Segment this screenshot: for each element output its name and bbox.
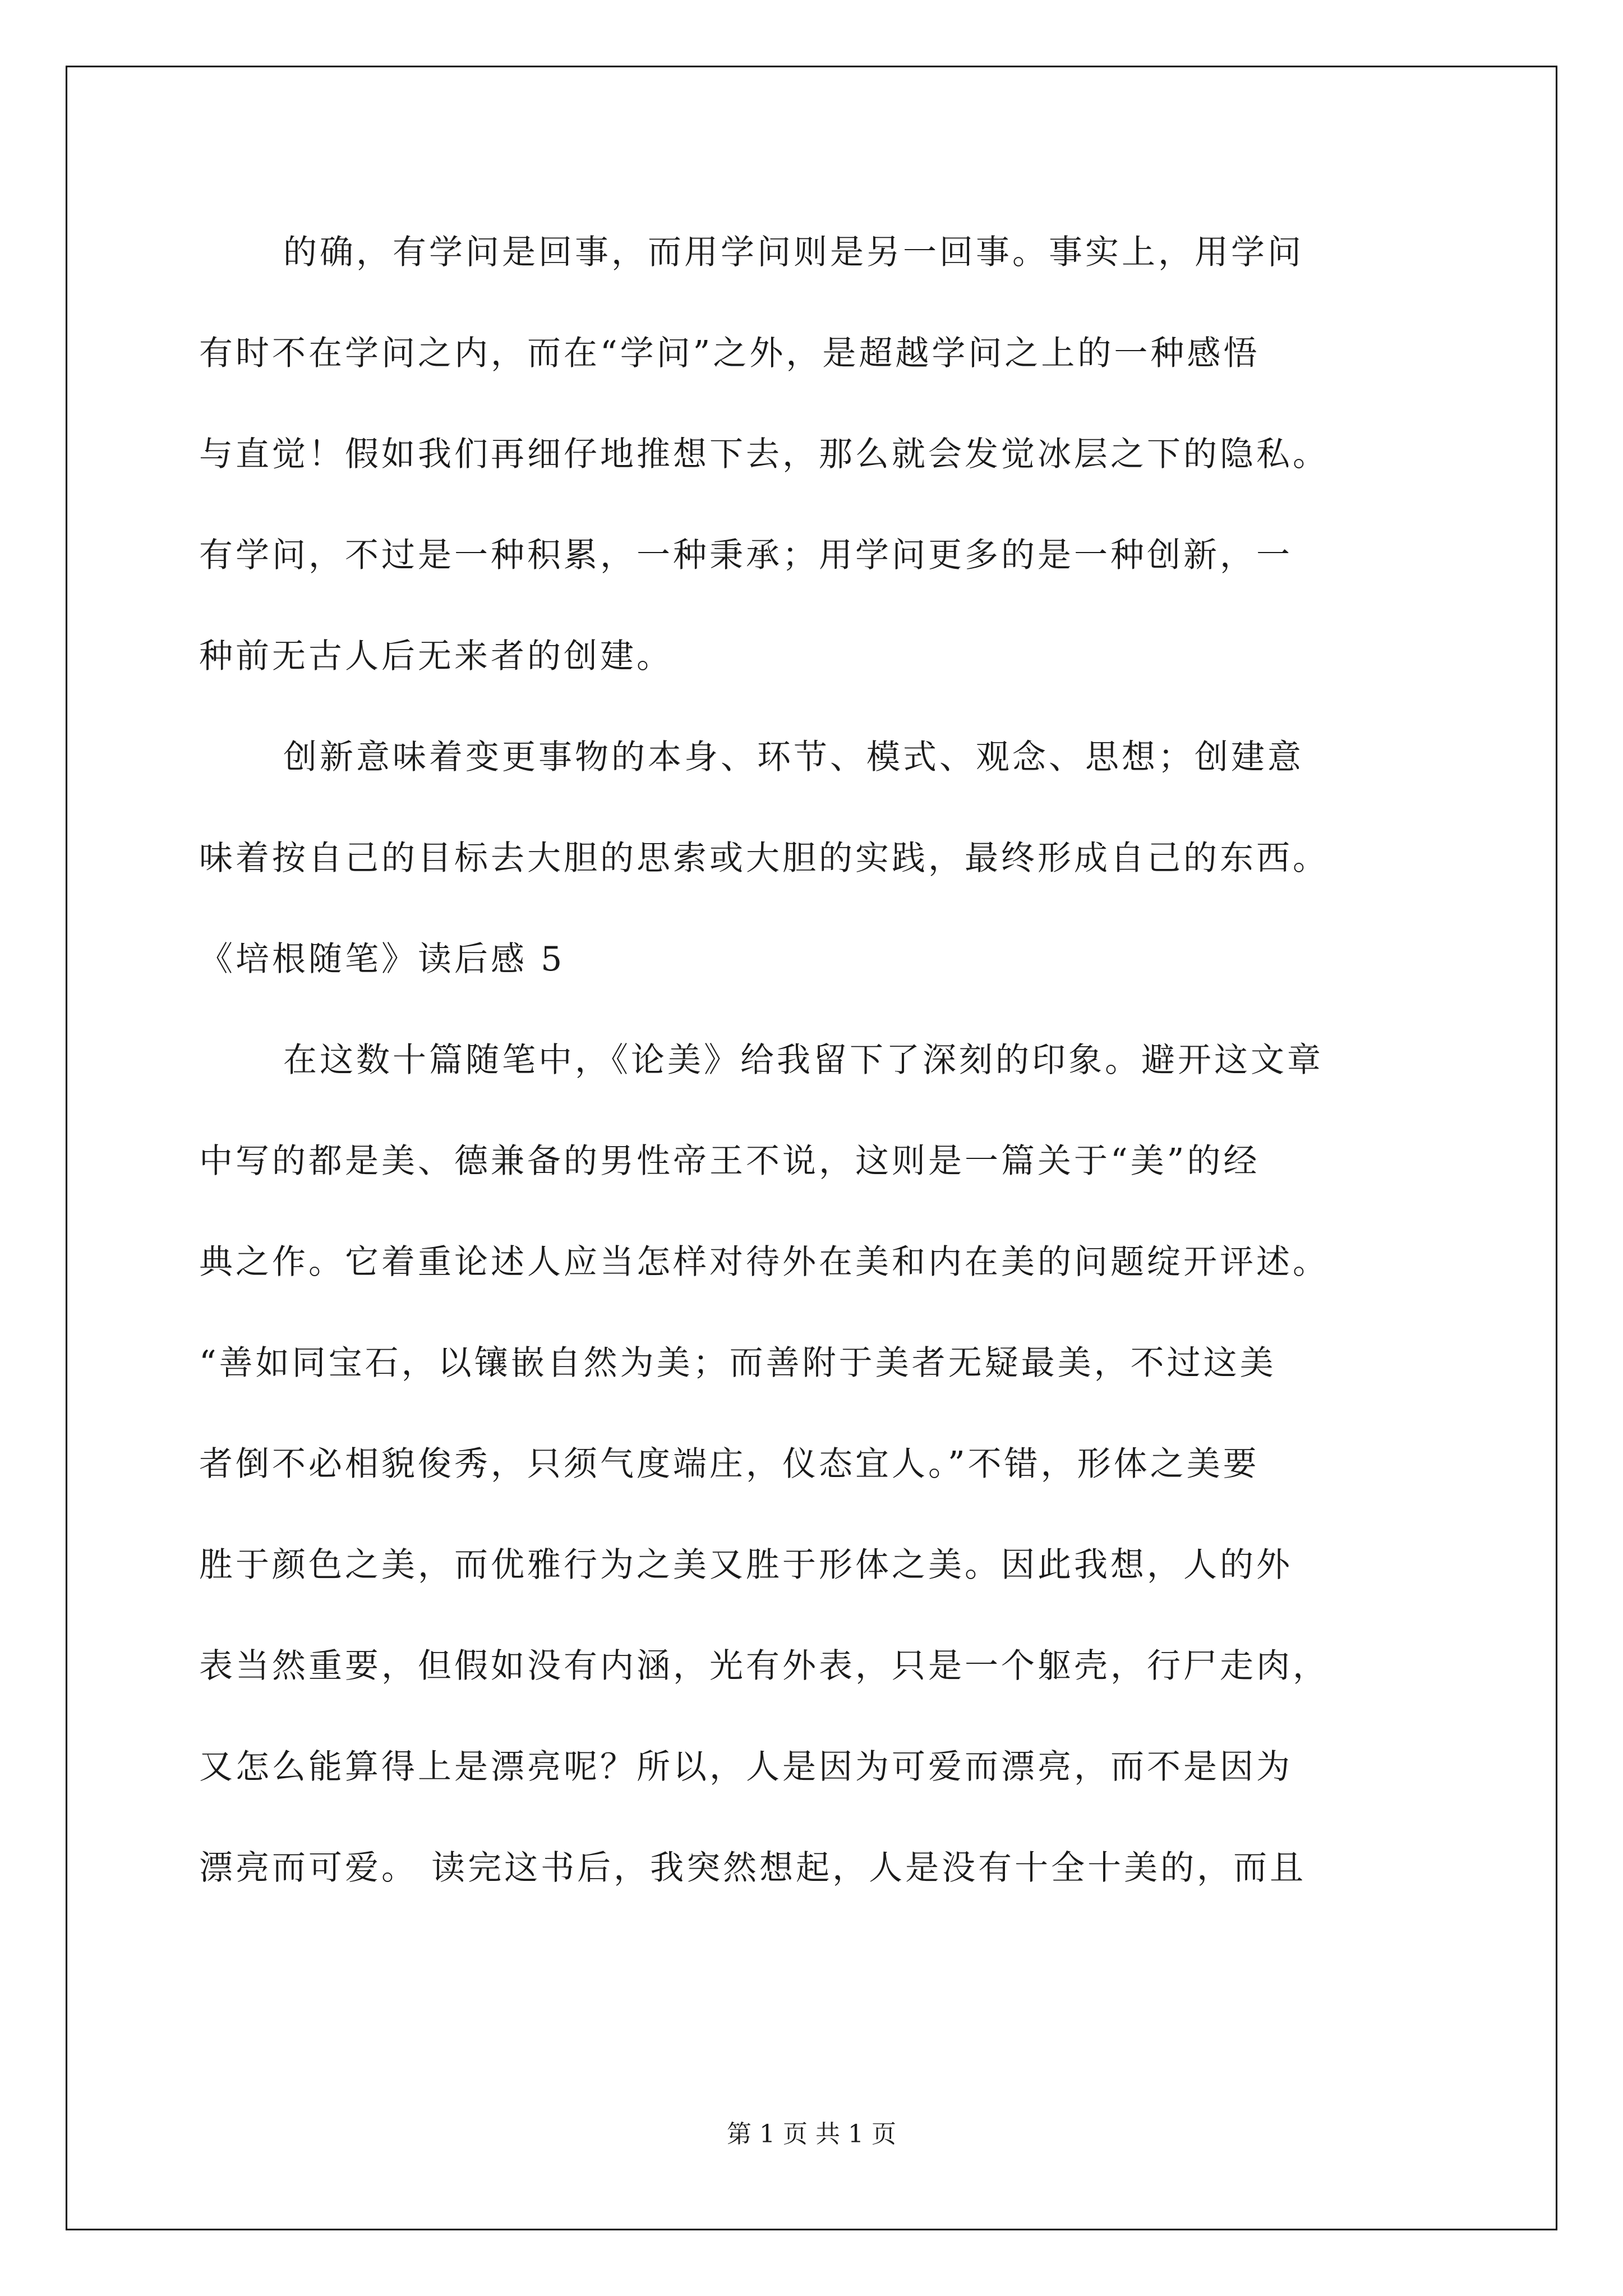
paragraph-3-line-7: 表当然重要，但假如没有内涵，光有外表，只是一个躯壳，行尸走肉，: [199, 1646, 1329, 1686]
paragraph-3-line-6: 胜于颜色之美，而优雅行为之美又胜于形体之美。因此我想，人的外: [199, 1545, 1293, 1585]
page-number-footer: 第 1 页 共 1 页: [727, 2120, 896, 2148]
paragraph-3-line-3: 典之作。它着重论述人应当怎样对待外在美和内在美的问题绽开评述。: [199, 1243, 1329, 1282]
paragraph-3-line-1: 在这数十篇随笔中，《论美》给我留下了深刻的印象。避开这文章: [283, 1041, 1324, 1080]
paragraph-1-line-4: 有学问，不过是一种积累，一种秉承；用学问更多的是一种创新，一: [199, 536, 1293, 575]
section-heading: 《培根随笔》读后感 5: [199, 940, 565, 979]
paragraph-1-line-1: 的确，有学问是回事，而用学问则是另一回事。事实上，用学问: [283, 233, 1304, 272]
paragraph-3-line-4: “善如同宝石，以镶嵌自然为美；而善附于美者无疑最美，不过这美: [199, 1343, 1276, 1383]
paragraph-1-line-5: 种前无古人后无来者的创建。: [199, 637, 673, 676]
paragraph-3-line-9: 漂亮而可爱。 读完这书后，我突然想起，人是没有十全十美的，而且: [199, 1848, 1307, 1888]
paragraph-1-line-3: 与直觉！假如我们再细仔地推想下去，那么就会发觉冰层之下的隐私。: [199, 435, 1329, 474]
paragraph-2-line-1: 创新意味着变更事物的本身、环节、模式、观念、思想；创建意: [283, 738, 1304, 777]
paragraph-2-line-2: 味着按自己的目标去大胆的思索或大胆的实践，最终形成自己的东西。: [199, 839, 1329, 878]
paragraph-3-line-5: 者倒不必相貌俊秀，只须气度端庄，仪态宜人。”不错，形体之美要: [199, 1444, 1260, 1484]
paragraph-3-line-2: 中写的都是美、德兼备的男性帝王不说，这则是一篇关于“美”的经: [199, 1142, 1260, 1181]
paragraph-3-line-8: 又怎么能算得上是漂亮呢？所以，人是因为可爱而漂亮，而不是因为: [199, 1747, 1293, 1787]
paragraph-1-line-2: 有时不在学问之内，而在“学问”之外，是超越学问之上的一种感悟: [199, 334, 1260, 373]
